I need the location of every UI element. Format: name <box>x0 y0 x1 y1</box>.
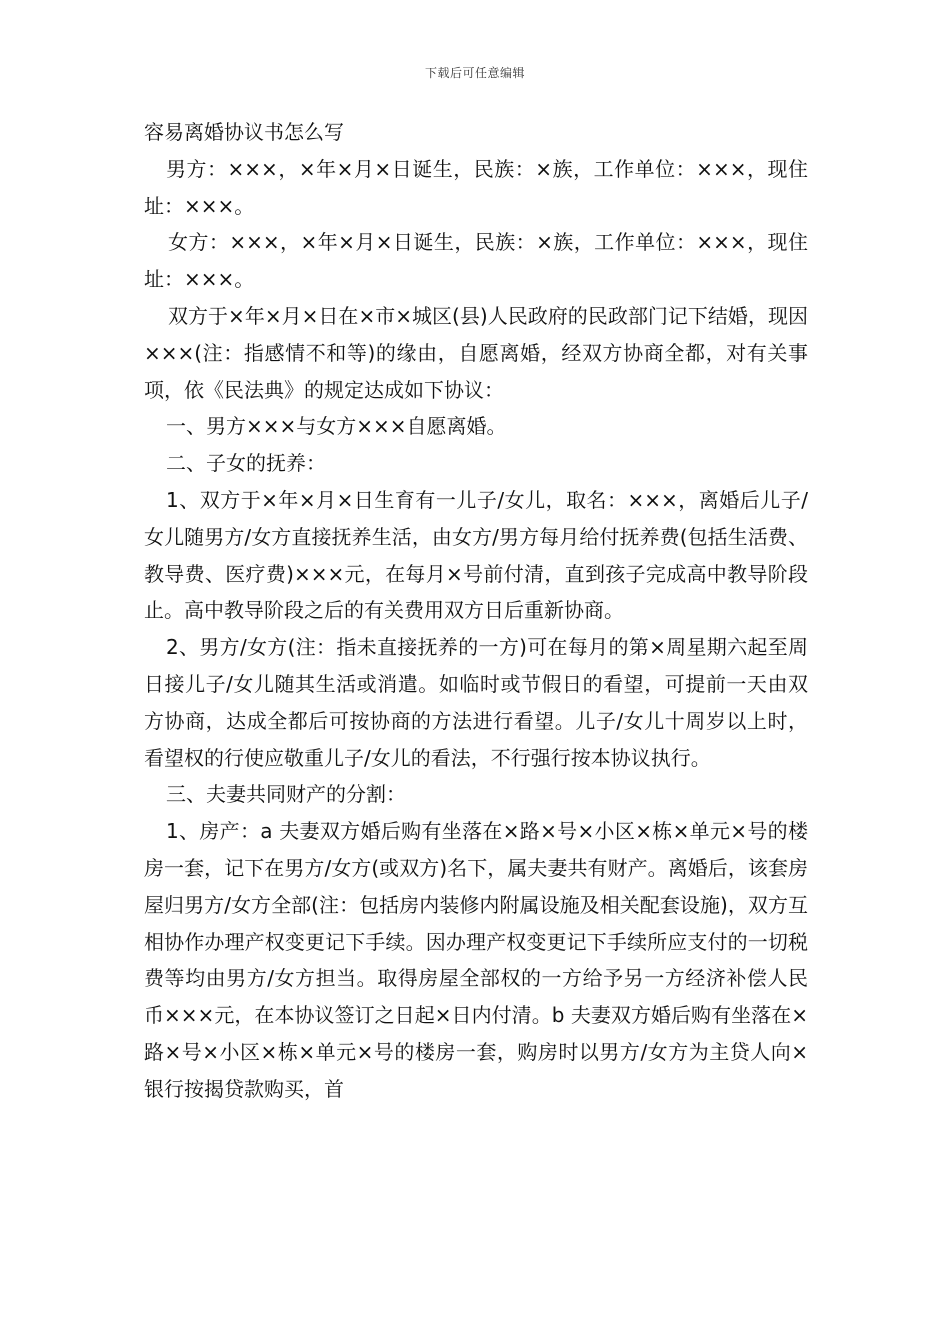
paragraph-property: 1、房产：a 夫妻双方婚后购有坐落在×路×号×小区×栋×单元×号的楼房一套，记下在男方/女方(或双方)名下，属夫妻共有财产。离婚后，该套房屋归男方/女方全部(注：包括房内装修内附属设施及相关配套设施)，双方互相协作办理产权变更记下手续。因办理产权变更记下手续所应支付的一切税费等均由男方/女方担当。取得房屋全部权的一方给予另一方经济补偿人民币×××元，在本协议签订之日起×日内付清。b 夫妻双方婚后购有坐落在×路×号×小区×栋×单元×号的楼房一套，购房时以男方/女方为主贷人向×银行按揭贷款购买，首 <box>144 819 808 1101</box>
paragraph-clause-3-heading: 三、夫妻共同财产的分割： <box>166 782 406 807</box>
paragraph-clause-2-heading: 二、子女的抚养： <box>166 451 326 476</box>
paragraph-wife-info: 女方：×××，×年×月×日诞生，民族：×族，工作单位：×××，现住址：×××。 <box>144 230 808 292</box>
paragraph-husband-info: 男方：×××，×年×月×日诞生，民族：×族，工作单位：×××，现住址：×××。 <box>144 156 808 218</box>
paragraph-marriage-background: 双方于×年×月×日在×市×城区(县)人民政府的民政部门记下结婚，现因×××(注：指感情不和等)的缘由，自愿离婚，经双方协商全都，对有关事项，依《民法典》的规定达成如下协议： <box>144 303 808 402</box>
paragraph-clause-1: 一、男方×××与女方×××自愿离婚。 <box>166 414 507 439</box>
document-body <box>144 114 808 1108</box>
paragraph-child-custody: 1、双方于×年×月×日生育有一儿子/女儿，取名：×××，离婚后儿子/女儿随男方/女方直接抚养生活，由女方/男方每月给付抚养费(包括生活费、教导费、医疗费)×××元，在每月×号前付清，直到孩子完成高中教导阶段止。高中教导阶段之后的有关费用双方日后重新协商。 <box>144 487 808 623</box>
page-header: 下载后可任意编辑 <box>424 66 525 80</box>
paragraph-visitation: 2、男方/女方(注：指未直接抚养的一方)可在每月的第×周星期六起至周日接儿子/女儿随其生活或消遣。如临时或节假日的看望，可提前一天由双方协商，达成全都后可按协商的方法进行看望。儿子/女儿十周岁以上时，看望权的行使应敬重儿子/女儿的看法，不行强行按本协议执行。 <box>144 635 808 770</box>
document-title: 容易离婚协议书怎么写 <box>144 120 344 144</box>
